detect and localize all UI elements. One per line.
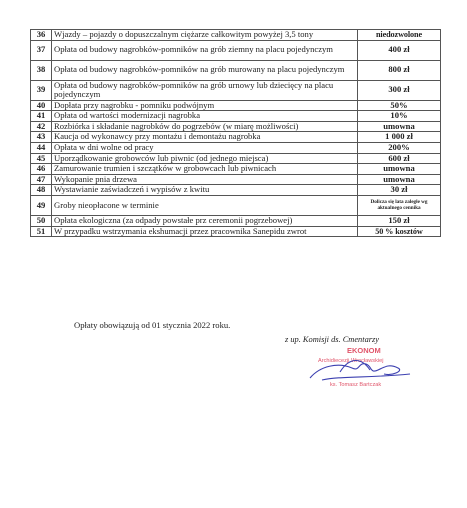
row-description: Wjazdy – pojazdy o dopuszczalnym ciężarze całkowitym powyżej 3,5 tony xyxy=(52,30,358,41)
row-description: Groby nieopłacone w terminie xyxy=(52,195,358,215)
commission-line: z up. Komisji ds. Cmentarzy xyxy=(285,335,379,344)
row-description: Opłata od wartości modernizacji nagrobka xyxy=(52,111,358,122)
row-number: 42 xyxy=(31,121,52,132)
row-fee: 30 zł xyxy=(358,185,441,196)
row-description: Opłata w dni wolne od pracy xyxy=(52,142,358,153)
table-row xyxy=(31,185,441,196)
row-number: 46 xyxy=(31,164,52,175)
row-number: 36 xyxy=(31,30,52,41)
table-row xyxy=(31,174,441,185)
table-row xyxy=(31,215,441,226)
row-fee: umowna xyxy=(358,174,441,185)
row-description: Dopłata przy nagrobku - pomniku podwójnym xyxy=(52,100,358,111)
row-fee: 200% xyxy=(358,142,441,153)
row-fee: 50 % kosztów xyxy=(358,226,441,237)
row-number: 44 xyxy=(31,142,52,153)
table-row xyxy=(31,40,441,60)
row-description: Uporządkowanie grobowców lub piwnic (od jednego miejsca) xyxy=(52,153,358,164)
row-description: Zamurowanie trumien i szczątków w grobowcach lub piwnicach xyxy=(52,164,358,175)
row-number: 37 xyxy=(31,40,52,60)
row-number: 43 xyxy=(31,132,52,143)
fee-table xyxy=(30,29,441,237)
row-fee: 10% xyxy=(358,111,441,122)
table-row xyxy=(31,195,441,215)
row-fee: 150 zł xyxy=(358,215,441,226)
row-description: Opłata ekologiczna (za odpady powstałe prz ceremonii pogrzebowej) xyxy=(52,215,358,226)
row-description: W przypadku wstrzymania ekshumacji przez pracownika Sanepidu zwrot xyxy=(52,226,358,237)
row-number: 38 xyxy=(31,60,52,80)
row-fee: Dolicza się lata zaległe wg aktualnego cennika xyxy=(358,195,441,215)
table-row xyxy=(31,100,441,111)
row-fee: 1 000 zł xyxy=(358,132,441,143)
row-number: 45 xyxy=(31,153,52,164)
table-row xyxy=(31,132,441,143)
table-row xyxy=(31,30,441,41)
row-description: Kaucja od wykonawcy przy montażu i demontażu nagrobka xyxy=(52,132,358,143)
row-description: Rozbiórka i składanie nagrobków do pogrzebów (w miarę możliwości) xyxy=(52,121,358,132)
row-number: 49 xyxy=(31,195,52,215)
row-fee: 400 zł xyxy=(358,40,441,60)
table-row xyxy=(31,164,441,175)
row-description: Wystawianie zaświadczeń i wypisów z kwitu xyxy=(52,185,358,196)
row-fee: niedozwolone xyxy=(358,30,441,41)
signature-stamp xyxy=(300,344,420,394)
row-number: 51 xyxy=(31,226,52,237)
row-number: 48 xyxy=(31,185,52,196)
stamp-priest-name: ks. Tomasz Bartczak xyxy=(330,382,382,388)
validity-note: Opłaty obowiązują od 01 stycznia 2022 roku. xyxy=(74,320,231,330)
row-fee: 300 zł xyxy=(358,80,441,100)
row-fee: 800 zł xyxy=(358,60,441,80)
row-description: Opłata od budowy nagrobków-pomników na grób urnowy lub dziecięcy na placu pojedynczym xyxy=(52,80,358,100)
row-description: Opłata od budowy nagrobków-pomników na grób murowany na placu pojedynczym xyxy=(52,60,358,80)
table-row xyxy=(31,153,441,164)
row-number: 39 xyxy=(31,80,52,100)
table-row xyxy=(31,142,441,153)
table-row xyxy=(31,60,441,80)
table-row xyxy=(31,121,441,132)
row-fee: 50% xyxy=(358,100,441,111)
row-description: Wykopanie pnia drzewa xyxy=(52,174,358,185)
stamp-title: EKONOM xyxy=(347,346,381,355)
row-fee: umowna xyxy=(358,164,441,175)
stamp-archdiocese: Archidiecezji Wrocławskiej xyxy=(318,358,384,364)
row-description: Opłata od budowy nagrobków-pomników na grób ziemny na placu pojedynczym xyxy=(52,40,358,60)
row-number: 47 xyxy=(31,174,52,185)
table-row xyxy=(31,226,441,237)
row-fee: 600 zł xyxy=(358,153,441,164)
fee-table-body xyxy=(31,30,441,237)
row-number: 50 xyxy=(31,215,52,226)
row-number: 41 xyxy=(31,111,52,122)
row-fee: umowna xyxy=(358,121,441,132)
table-row xyxy=(31,111,441,122)
table-row xyxy=(31,80,441,100)
row-number: 40 xyxy=(31,100,52,111)
